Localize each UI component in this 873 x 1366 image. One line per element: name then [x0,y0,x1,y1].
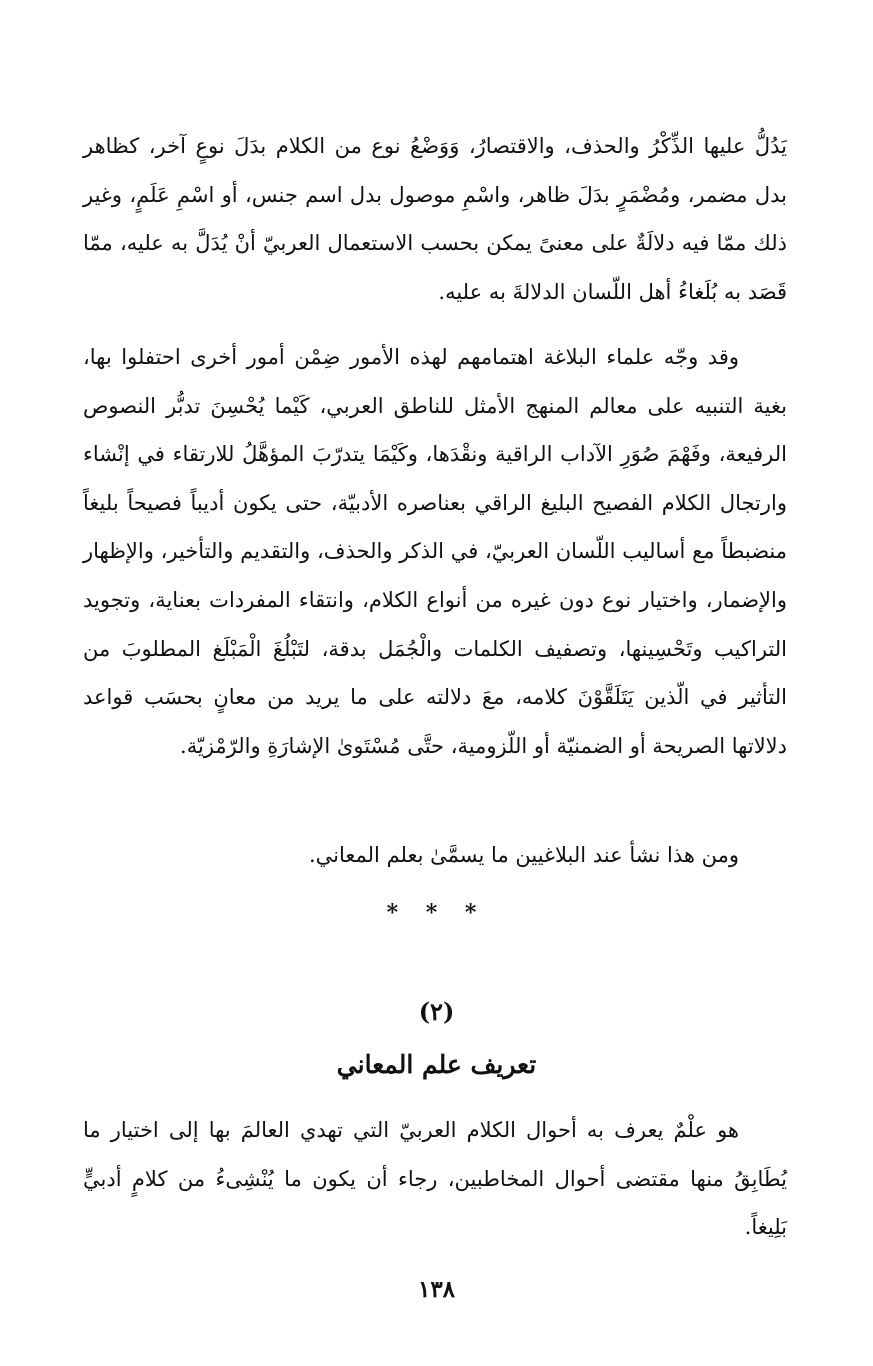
paragraph-rhetoric-scholars: وقد وجّه علماء البلاغة اهتمامهم لهذه الأمور ضِمْن أمور أخرى احتفلوا بها، بغية التنبيه على معالم المنهج الأمثل للناطق العربي، كَيْما يُحْسِنَ تدبُّر النصوص الرفيعة، وفَهْمَ صُوَرِ الآداب الراقية ونقْدَها، وكَيْمَا يتدرّبَ المؤهَّلُ للارتقاء في إنْشاء وارتجال الكلام الفصيح البليغ الراقي بعناصره الأدبيّة، حتى يكون أديباً فصيحاً بليغاً منضبطاً مع أساليب اللّسان العربيّ، في الذكر والحذف، والتقديم والتأخير، والإظهار والإضمار، واختيار نوع دون غيره من أنواع الكلام، وانتقاء المفردات بعناية، وتجويد التراكيب وتَحْسِينها، وتصفيف الكلمات والْجُمَل بدقة، لتَبْلُغَ الْمَبْلَغ المطلوبَ من التأثير في الّذين يَتَلَقَّوْنَ كلامه، معَ دلالته على ما يريد من معانٍ بحسَب قواعد دلالاتها الصريحة أو الضمنيّة أو اللّزومية، حتَّى مُسْتَوىٰ الإشارَةِ والرّمْزيّة. [83,345,787,758]
section-separator: * * * [386,900,487,926]
paragraph-definition: هو علْمٌ يعرف به أحوال الكلام العربيّ التي تهدي العالمَ بها إلى اختيار ما يُطَابِقُ منها مقتضى أحوال المخاطبين، رجاء أن يكون ما يُنْشِىءُ من كلامٍ أدبيٍّ بَلِيغاً. [83,1118,787,1240]
section-title: تعريف علم المعاني [336,1050,537,1079]
page-number: ١٣٨ [417,1276,456,1303]
paragraph-origin-of-maani: ومن هذا نشأ عند البلاغيين ما يسمَّىٰ بعلم المعاني. [308,843,739,867]
section-number: (٢) [418,997,455,1026]
paragraph-continuation: يَدُلُّ عليها الذِّكْرُ والحذف، والاقتصارُ، وَوَضْعُ نوع من الكلام بدَلَ نوعٍ آخر، كظاهر بدل مضمر، ومُضْمَرٍ بدَلَ ظاهر، واسْمِ موصول بدل اسم جنس، أو اسْمِ عَلَمٍ، وغير ذلك ممّا فيه دلالَةٌ على معنىً يمكن بحسب الاستعمال العربيّ أنْ يُدَلَّ به عليه، ممّا قَصَد به بُلَغاءُ أهل اللّسان الدلالةَ به عليه. [83,134,787,304]
